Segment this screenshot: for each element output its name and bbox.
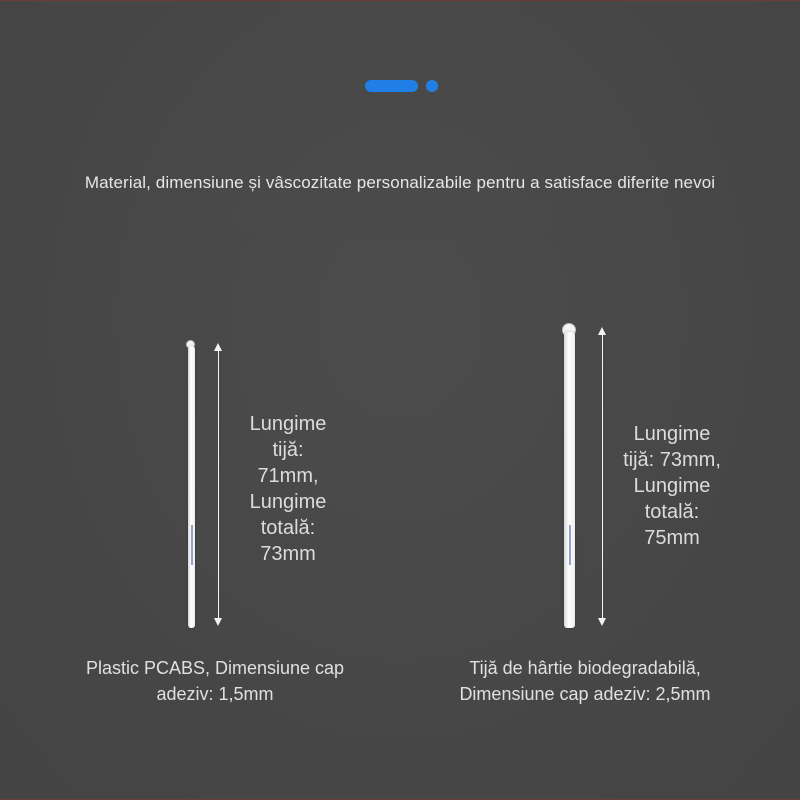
- swab-stick-pcabs: [188, 346, 195, 628]
- carousel-dot[interactable]: [426, 80, 438, 92]
- product-caption: [415, 655, 755, 707]
- measure-line: Lungime: [633, 475, 711, 497]
- page-subtitle: Material, dimensiune și vâscozitate personalizabile pentru a satisface diferite nevoi: [84, 173, 716, 192]
- measure-line: tijă: 73mm,: [623, 449, 721, 471]
- measure-line: 73mm: [260, 543, 316, 565]
- arrow-down-icon: [598, 618, 606, 626]
- measure-line: totală:: [644, 501, 700, 523]
- arrow-down-icon: [214, 618, 222, 626]
- caption-line: Plastic PCABS, Dimensiune cap: [85, 658, 345, 678]
- product-caption: [40, 655, 390, 707]
- caption-line: Dimensiune cap adeziv: 2,5mm: [459, 684, 711, 704]
- length-arrow: [218, 350, 219, 620]
- measure-line: 75mm: [644, 527, 700, 549]
- length-label: [233, 411, 343, 567]
- measure-line: tijă:: [272, 439, 304, 461]
- measure-line: Lungime: [249, 491, 327, 513]
- length-arrow: [602, 334, 603, 620]
- measure-line: Lungime: [249, 413, 327, 435]
- measure-line: totală:: [260, 517, 316, 539]
- length-label: [606, 421, 738, 551]
- stick-print-mark: [569, 525, 571, 565]
- swab-stick-paper: [564, 332, 575, 628]
- measure-line: 71mm,: [257, 465, 319, 487]
- caption-line: adeziv: 1,5mm: [156, 684, 274, 704]
- carousel-indicator: [365, 80, 445, 92]
- carousel-dot-active[interactable]: [365, 80, 418, 92]
- blurred-text-background: [235, 204, 555, 228]
- stick-print-mark: [191, 525, 193, 565]
- caption-line: Tijă de hârtie biodegradabilă,: [469, 658, 701, 678]
- measure-line: Lungime: [633, 423, 711, 445]
- top-border: [0, 0, 800, 1]
